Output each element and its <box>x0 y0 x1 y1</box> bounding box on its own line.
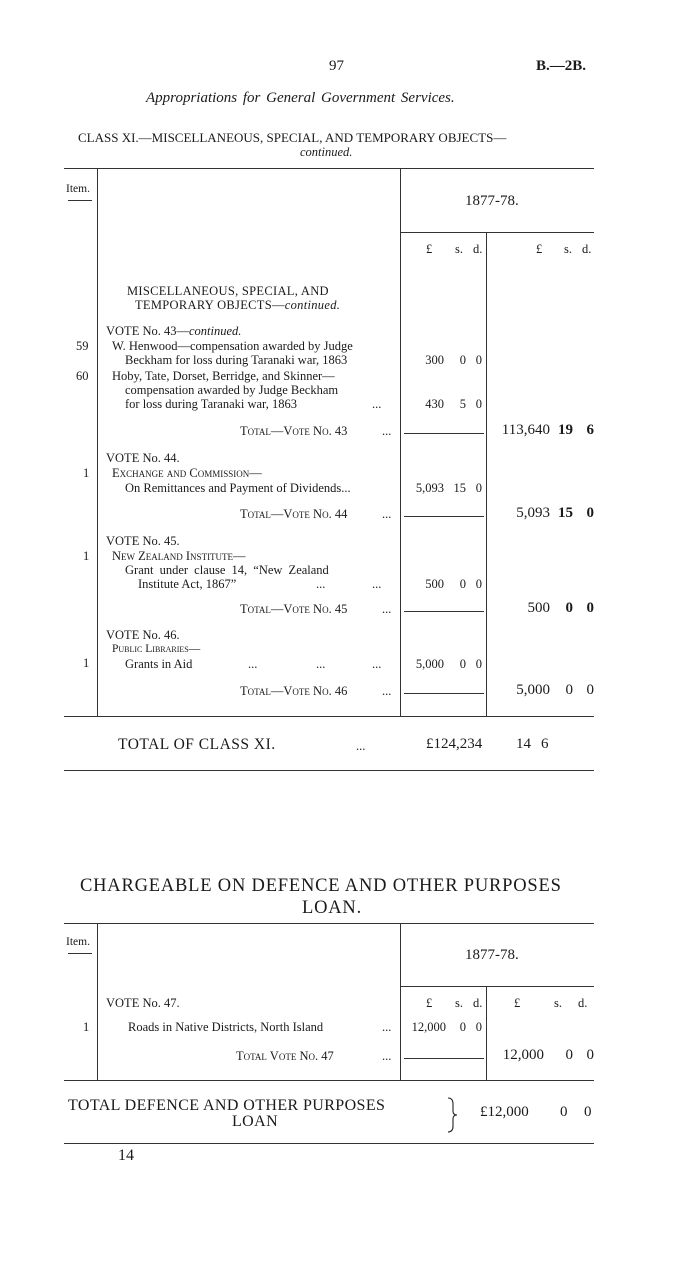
table-bottom-rule <box>64 716 594 717</box>
defence-total-rule <box>64 1143 594 1144</box>
vote-46-subhead: Public Libraries— <box>112 643 201 655</box>
defence-col-pence: d. <box>473 996 483 1010</box>
page-number: 97 <box>329 58 344 74</box>
vote-46-dots-a: ... <box>248 657 258 671</box>
vote-46-label: VOTE No. 46. <box>106 628 180 642</box>
col-shillings-2: s. <box>564 242 572 256</box>
defence-heading-line-2: LOAN. <box>302 898 363 918</box>
item-60-line-3: for loss during Taranaki war, 1863 <box>125 397 297 411</box>
vote-45-total-shillings: 0 <box>565 600 573 616</box>
vote-44-total-shillings: 15 <box>558 505 573 521</box>
item-60-dots: ... <box>372 397 382 411</box>
vote-45-subhead: New Zealand Institute— <box>112 549 246 563</box>
vote-46-total-label: Total—Vote No. 46 <box>240 684 348 698</box>
class-total-pounds: £124,234 <box>426 736 483 752</box>
vote-43-total-pence: 6 <box>586 422 594 438</box>
vote-47-pounds: 12,000 <box>411 1020 446 1034</box>
class-heading: CLASS XI.—MISCELLANEOUS, SPECIAL, AND TEMPORARY OBJECTS— <box>78 130 507 145</box>
vote-46-total-pence: 0 <box>586 682 594 698</box>
vote-43-total-rule <box>404 433 484 434</box>
vote-44-pence: 0 <box>475 481 482 495</box>
defence-item-column-rule <box>97 923 98 1080</box>
defence-col-shillings-2: s. <box>554 996 562 1010</box>
item-60-line-2: compensation awarded by Judge Beckham <box>125 383 339 397</box>
vote-45-shillings: 0 <box>459 577 466 591</box>
vote-43-total-label: Total—Vote No. 43 <box>240 424 348 438</box>
section-title-main: TEMPORARY OBJECTS— <box>135 298 285 312</box>
defence-heading-line-1: CHARGEABLE ON DEFENCE AND OTHER PURPOSES <box>80 876 562 896</box>
class-heading-continued: continued. <box>300 145 353 159</box>
defence-item-header: Item. <box>66 936 90 948</box>
vote-46-pence: 0 <box>475 657 482 671</box>
vote-47-total-pounds: 12,000 <box>502 1047 544 1063</box>
vote-45-pence: 0 <box>475 577 482 591</box>
col-pound-2: £ <box>536 242 543 256</box>
vote-46-total-dots: ... <box>382 684 392 698</box>
item-59-pounds: 300 <box>425 353 444 367</box>
vote-46-line: Grants in Aid <box>125 657 193 671</box>
defence-table-bottom-rule <box>64 1080 594 1081</box>
defence-total-shillings: 0 <box>560 1104 568 1120</box>
vote-43-label <box>106 324 241 339</box>
item-header-underline <box>68 200 92 201</box>
item-number-59: 59 <box>76 339 89 353</box>
vote-46-shillings: 0 <box>459 657 466 671</box>
defence-total-line-2: LOAN <box>232 1113 279 1130</box>
vote-44-total-label: Total—Vote No. 44 <box>240 507 348 521</box>
section-title-line-2 <box>135 298 340 313</box>
vote-47-pence: 0 <box>475 1020 482 1034</box>
vote-46-pounds: 5,000 <box>415 657 444 671</box>
class-total-shillings: 14 <box>516 736 531 752</box>
printer-signature: 14 <box>118 1147 134 1164</box>
item-60-shillings: 5 <box>459 397 466 411</box>
brace-icon <box>446 1097 458 1133</box>
item-60-pence: 0 <box>475 397 482 411</box>
defence-amount-column-rule <box>400 923 401 1080</box>
defence-col-shillings: s. <box>455 996 463 1010</box>
vote-43-total-shillings: 19 <box>558 422 573 438</box>
defence-subtotal-column-rule <box>486 987 487 1080</box>
vote-44-shillings: 15 <box>453 481 466 495</box>
vote-44-total-rule <box>404 516 484 517</box>
item-60-line-1: Hoby, Tate, Dorset, Berridge, and Skinner— <box>112 369 335 383</box>
year-header-rule <box>400 232 594 233</box>
defence-total-pounds: £12,000 <box>480 1104 529 1120</box>
defence-total-pence: 0 <box>584 1104 592 1120</box>
vote-47-total-pence: 0 <box>586 1047 594 1063</box>
col-shillings: s. <box>455 242 463 256</box>
vote-45-dots-a: ... <box>316 577 326 591</box>
defence-col-pound-2: £ <box>514 996 521 1010</box>
vote-43-title: VOTE No. 43— <box>106 324 189 338</box>
vote-47-total-shillings: 0 <box>565 1047 573 1063</box>
vote-45-line-2: Institute Act, 1867” <box>138 577 237 591</box>
document-reference: B.—2B. <box>536 58 587 74</box>
vote-44-line: On Remittances and Payment of Dividends... <box>125 481 351 495</box>
vote-44-total-pounds: 5,093 <box>516 505 550 521</box>
item-59-line-1: W. Henwood—compensation awarded by Judge <box>112 339 353 353</box>
vote-46-dots-b: ... <box>316 657 326 671</box>
vote-45-total-pounds: 500 <box>527 600 550 616</box>
class-total-label: TOTAL OF CLASS XI. <box>118 736 276 753</box>
class-total-pence: 6 <box>541 736 549 752</box>
col-pence-2: d. <box>582 242 592 256</box>
vote-47-label: VOTE No. 47. <box>106 996 180 1010</box>
vote-45-item-number: 1 <box>83 549 90 563</box>
vote-45-total-dots: ... <box>382 602 392 616</box>
running-title: Appropriations for General Government Services. <box>146 90 455 106</box>
amount-column-rule <box>400 168 401 716</box>
vote-44-total-dots: ... <box>382 507 392 521</box>
vote-43-total-pounds: 113,640 <box>501 422 550 438</box>
defence-year-header: 1877-78. <box>465 947 519 963</box>
vote-47-total-rule <box>404 1058 484 1059</box>
vote-47-item-number: 1 <box>83 1020 90 1034</box>
class-total-dots: ... <box>356 739 366 753</box>
vote-47-total-label: Total Vote No. 47 <box>236 1049 334 1063</box>
vote-43-continued: continued. <box>188 324 242 338</box>
item-59-line-2: Beckham for loss during Taranaki war, 1863 <box>125 353 348 367</box>
col-pence: d. <box>473 242 483 256</box>
vote-47-total-dots: ... <box>382 1049 392 1063</box>
year-header: 1877-78. <box>465 193 519 209</box>
subtotal-column-rule <box>486 232 487 716</box>
defence-col-pence-2: d. <box>578 996 588 1010</box>
item-column-rule <box>97 168 98 716</box>
vote-44-item-number: 1 <box>83 466 90 480</box>
col-pound: £ <box>426 242 433 256</box>
vote-44-pounds: 5,093 <box>415 481 444 495</box>
vote-45-total-label: Total—Vote No. 45 <box>240 602 348 616</box>
vote-45-line-1: Grant under clause 14, “New Zealand <box>125 563 329 577</box>
vote-46-total-shillings: 0 <box>565 682 573 698</box>
defence-table-top-rule <box>64 923 594 924</box>
vote-45-label: VOTE No. 45. <box>106 534 180 548</box>
defence-year-header-rule <box>400 986 594 987</box>
item-60-pounds: 430 <box>425 397 444 411</box>
vote-46-item-number: 1 <box>83 656 90 670</box>
vote-47-shillings: 0 <box>459 1020 466 1034</box>
defence-item-header-underline <box>68 953 92 954</box>
section-title-continued: continued. <box>284 298 341 312</box>
vote-45-pounds: 500 <box>425 577 444 591</box>
item-59-shillings: 0 <box>459 353 466 367</box>
vote-45-total-rule <box>404 611 484 612</box>
vote-46-dots-c: ... <box>372 657 382 671</box>
vote-44-subhead: Exchange and Commission— <box>112 466 262 480</box>
item-header: Item. <box>66 183 90 195</box>
table-top-rule <box>64 168 594 169</box>
vote-44-label: VOTE No. 44. <box>106 451 180 465</box>
class-total-rule <box>64 770 594 771</box>
defence-col-pound: £ <box>426 996 433 1010</box>
vote-45-total-pence: 0 <box>586 600 594 616</box>
vote-44-total-pence: 0 <box>586 505 594 521</box>
defence-total-line-1: TOTAL DEFENCE AND OTHER PURPOSES <box>68 1097 386 1114</box>
vote-46-total-pounds: 5,000 <box>516 682 550 698</box>
item-number-60: 60 <box>76 369 89 383</box>
vote-43-total-dots: ... <box>382 424 392 438</box>
vote-47-dots: ... <box>382 1020 392 1034</box>
vote-45-dots-b: ... <box>372 577 382 591</box>
section-title-line-1: MISCELLANEOUS, SPECIAL, AND <box>127 284 329 298</box>
vote-46-total-rule <box>404 693 484 694</box>
vote-47-line: Roads in Native Districts, North Island <box>128 1020 324 1034</box>
item-59-pence: 0 <box>475 353 482 367</box>
